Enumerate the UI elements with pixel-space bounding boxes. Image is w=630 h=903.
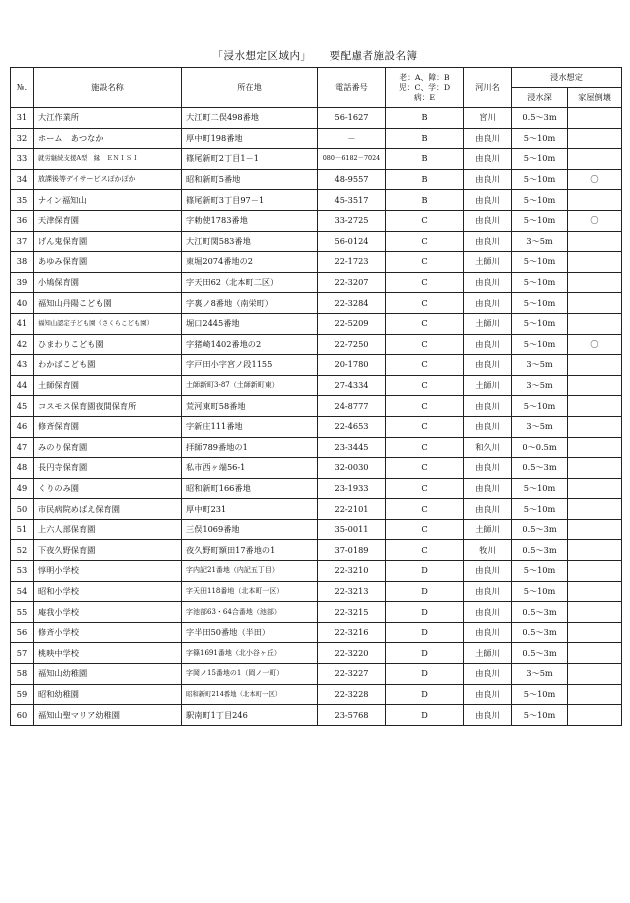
- table-row: [11, 622, 622, 643]
- cell-address: 字戸田小字宮ノ段1155: [182, 355, 318, 376]
- cell-name: 放課後等デイサービスぽかぽか: [34, 169, 182, 190]
- cell-no: 39: [11, 272, 34, 293]
- cell-river: 由良川: [464, 149, 512, 170]
- cell-name: ナイン福知山: [34, 190, 182, 211]
- cell-name: 惇明小学校: [34, 561, 182, 582]
- cell-river: 由良川: [464, 581, 512, 602]
- cell-no: 47: [11, 437, 34, 458]
- table-row: [11, 293, 622, 314]
- cell-name: 昭和小学校: [34, 581, 182, 602]
- cell-no: 58: [11, 664, 34, 685]
- table-row: [11, 128, 622, 149]
- cell-phone: 23-3445: [318, 437, 386, 458]
- table-row: [11, 705, 622, 726]
- cell-depth: 3～5m: [512, 664, 568, 685]
- cell-depth: 0.5～3m: [512, 108, 568, 129]
- cell-collapse: [568, 581, 622, 602]
- cell-code: C: [386, 293, 464, 314]
- cell-river: 由良川: [464, 499, 512, 520]
- document-title: [0, 48, 630, 63]
- cell-depth: 0.5～3m: [512, 519, 568, 540]
- cell-collapse: [568, 128, 622, 149]
- cell-river: 土師川: [464, 643, 512, 664]
- cell-code: B: [386, 149, 464, 170]
- cell-phone: 35-0011: [318, 519, 386, 540]
- cell-collapse: [568, 705, 622, 726]
- cell-depth: 5～10m: [512, 293, 568, 314]
- cell-code: C: [386, 396, 464, 417]
- cell-collapse: 〇: [568, 169, 622, 190]
- table-row: [11, 519, 622, 540]
- cell-code: C: [386, 355, 464, 376]
- cell-code: C: [386, 478, 464, 499]
- header-phone: 電話番号: [318, 68, 386, 108]
- cell-name: 市民病院めばえ保育園: [34, 499, 182, 520]
- cell-depth: 5～10m: [512, 478, 568, 499]
- cell-name: 修斉小学校: [34, 622, 182, 643]
- cell-code: B: [386, 190, 464, 211]
- cell-collapse: [568, 293, 622, 314]
- cell-no: 49: [11, 478, 34, 499]
- cell-name: 庵我小学校: [34, 602, 182, 623]
- cell-address: 拝師789番地の1: [182, 437, 318, 458]
- table-row: [11, 375, 622, 396]
- cell-phone: 24-8777: [318, 396, 386, 417]
- cell-depth: 5～10m: [512, 190, 568, 211]
- cell-code: C: [386, 231, 464, 252]
- cell-address: 字新庄111番地: [182, 416, 318, 437]
- cell-name: 天津保育園: [34, 210, 182, 231]
- cell-no: 32: [11, 128, 34, 149]
- cell-depth: 3～5m: [512, 375, 568, 396]
- cell-river: 宮川: [464, 108, 512, 129]
- cell-code: C: [386, 416, 464, 437]
- cell-depth: 0.5～3m: [512, 540, 568, 561]
- header-code-line3: 病：E: [413, 92, 436, 102]
- table-header: [11, 68, 622, 108]
- cell-depth: 5～10m: [512, 252, 568, 273]
- table-row: [11, 210, 622, 231]
- cell-no: 55: [11, 602, 34, 623]
- cell-depth: 5～10m: [512, 128, 568, 149]
- cell-no: 37: [11, 231, 34, 252]
- cell-code: D: [386, 602, 464, 623]
- cell-phone: 56-0124: [318, 231, 386, 252]
- cell-code: D: [386, 561, 464, 582]
- cell-no: 40: [11, 293, 34, 314]
- cell-collapse: [568, 643, 622, 664]
- cell-collapse: [568, 458, 622, 479]
- cell-phone: 22-3227: [318, 664, 386, 685]
- cell-collapse: [568, 272, 622, 293]
- cell-code: C: [386, 252, 464, 273]
- cell-phone: 22-3207: [318, 272, 386, 293]
- cell-river: 由良川: [464, 458, 512, 479]
- cell-no: 38: [11, 252, 34, 273]
- cell-name: 大江作業所: [34, 108, 182, 129]
- cell-no: 51: [11, 519, 34, 540]
- cell-depth: 3～5m: [512, 355, 568, 376]
- cell-river: 由良川: [464, 602, 512, 623]
- cell-river: 土師川: [464, 519, 512, 540]
- table-row: [11, 108, 622, 129]
- cell-collapse: [568, 108, 622, 129]
- table-row: [11, 499, 622, 520]
- cell-river: 土師川: [464, 313, 512, 334]
- cell-collapse: [568, 149, 622, 170]
- cell-code: C: [386, 458, 464, 479]
- cell-river: 由良川: [464, 293, 512, 314]
- title-sub: 要配慮者施設名簿: [329, 50, 418, 62]
- table-row: [11, 313, 622, 334]
- cell-collapse: [568, 190, 622, 211]
- cell-name: 福知山幼稚園: [34, 664, 182, 685]
- cell-address: 字天田118番地（北本町一区）: [182, 581, 318, 602]
- cell-name: 福知山認定子ども園（さくらこども園）: [34, 313, 182, 334]
- cell-name: 就労継続支援A型 縁 ＥＮＩＳＩ: [34, 149, 182, 170]
- cell-river: 由良川: [464, 190, 512, 211]
- cell-depth: 0.5～3m: [512, 622, 568, 643]
- cell-phone: 32-0030: [318, 458, 386, 479]
- cell-name: 長円寺保育園: [34, 458, 182, 479]
- cell-collapse: [568, 602, 622, 623]
- cell-river: 由良川: [464, 705, 512, 726]
- cell-depth: 0.5～3m: [512, 643, 568, 664]
- cell-depth: 5～10m: [512, 334, 568, 355]
- facility-table: [10, 67, 622, 726]
- cell-code: B: [386, 169, 464, 190]
- header-address: 所在地: [182, 68, 318, 108]
- cell-river: 由良川: [464, 210, 512, 231]
- cell-no: 53: [11, 561, 34, 582]
- cell-name: ホーム あつなか: [34, 128, 182, 149]
- cell-collapse: [568, 561, 622, 582]
- cell-address: 字池部63・64合番地（池部）: [182, 602, 318, 623]
- table-row: [11, 684, 622, 705]
- cell-river: 由良川: [464, 684, 512, 705]
- cell-address: 字内記21番地（内記五丁目）: [182, 561, 318, 582]
- cell-code: D: [386, 684, 464, 705]
- cell-no: 41: [11, 313, 34, 334]
- cell-depth: 0.5～3m: [512, 458, 568, 479]
- cell-collapse: [568, 622, 622, 643]
- cell-collapse: [568, 478, 622, 499]
- cell-phone: 37-0189: [318, 540, 386, 561]
- cell-code: C: [386, 540, 464, 561]
- cell-address: 字半田50番地（半田）: [182, 622, 318, 643]
- cell-address: 字猪崎1402番地の2: [182, 334, 318, 355]
- cell-address: 私市西ヶ端56-1: [182, 458, 318, 479]
- cell-no: 56: [11, 622, 34, 643]
- cell-no: 57: [11, 643, 34, 664]
- cell-collapse: [568, 664, 622, 685]
- cell-phone: 22-3228: [318, 684, 386, 705]
- cell-depth: 0.5～3m: [512, 602, 568, 623]
- cell-collapse: 〇: [568, 334, 622, 355]
- cell-name: 上六人部保育園: [34, 519, 182, 540]
- cell-code: C: [386, 334, 464, 355]
- cell-river: 由良川: [464, 622, 512, 643]
- cell-no: 52: [11, 540, 34, 561]
- cell-phone: 27-4334: [318, 375, 386, 396]
- cell-code: C: [386, 519, 464, 540]
- cell-river: 由良川: [464, 355, 512, 376]
- table-row: [11, 437, 622, 458]
- cell-river: 由良川: [464, 396, 512, 417]
- table-row: [11, 478, 622, 499]
- cell-river: 土師川: [464, 252, 512, 273]
- cell-depth: 5～10m: [512, 272, 568, 293]
- cell-collapse: [568, 519, 622, 540]
- cell-code: C: [386, 313, 464, 334]
- cell-address: 字岡ノ15番地の1（岡ノ一町）: [182, 664, 318, 685]
- cell-code: C: [386, 210, 464, 231]
- cell-no: 46: [11, 416, 34, 437]
- cell-phone: 22-3216: [318, 622, 386, 643]
- cell-address: 字勅使1783番地: [182, 210, 318, 231]
- cell-river: 由良川: [464, 478, 512, 499]
- cell-collapse: [568, 313, 622, 334]
- cell-river: 和久川: [464, 437, 512, 458]
- cell-depth: 0～0.5m: [512, 437, 568, 458]
- cell-name: わかばこども園: [34, 355, 182, 376]
- cell-phone: 56-1627: [318, 108, 386, 129]
- table-row: [11, 355, 622, 376]
- cell-collapse: [568, 540, 622, 561]
- table-row: [11, 252, 622, 273]
- cell-phone: 22-3213: [318, 581, 386, 602]
- cell-name: 下夜久野保育園: [34, 540, 182, 561]
- cell-phone: 22-1723: [318, 252, 386, 273]
- table-row: [11, 458, 622, 479]
- cell-address: 昭和新町166番地: [182, 478, 318, 499]
- cell-name: 土師保育園: [34, 375, 182, 396]
- title-main: 「浸水想定区域内」: [212, 50, 312, 62]
- cell-no: 35: [11, 190, 34, 211]
- cell-river: 牧川: [464, 540, 512, 561]
- cell-collapse: [568, 416, 622, 437]
- table-row: [11, 664, 622, 685]
- cell-depth: 5～10m: [512, 561, 568, 582]
- cell-no: 50: [11, 499, 34, 520]
- cell-address: 字篠1691番地（北小谷ヶ丘）: [182, 643, 318, 664]
- cell-phone: 22-5209: [318, 313, 386, 334]
- cell-phone: －: [318, 128, 386, 149]
- cell-phone: 20-1780: [318, 355, 386, 376]
- cell-phone: 22-7250: [318, 334, 386, 355]
- cell-no: 42: [11, 334, 34, 355]
- table-row: [11, 416, 622, 437]
- cell-phone: 22-3210: [318, 561, 386, 582]
- cell-depth: 5～10m: [512, 581, 568, 602]
- header-river: 河川名: [464, 68, 512, 108]
- cell-name: ひまわりこども園: [34, 334, 182, 355]
- cell-no: 36: [11, 210, 34, 231]
- cell-code: D: [386, 643, 464, 664]
- cell-phone: 33-2725: [318, 210, 386, 231]
- cell-code: D: [386, 622, 464, 643]
- table-row: [11, 231, 622, 252]
- cell-address: 土師新町3-87（土師新町東）: [182, 375, 318, 396]
- cell-collapse: [568, 396, 622, 417]
- cell-no: 45: [11, 396, 34, 417]
- cell-address: 字天田62（北本町二区）: [182, 272, 318, 293]
- cell-address: 篠尾新町2丁目1－1: [182, 149, 318, 170]
- header-no: №.: [11, 68, 34, 108]
- cell-no: 31: [11, 108, 34, 129]
- cell-address: 厚中町231: [182, 499, 318, 520]
- cell-no: 44: [11, 375, 34, 396]
- cell-address: 荒河東町58番地: [182, 396, 318, 417]
- cell-no: 54: [11, 581, 34, 602]
- table-row: [11, 149, 622, 170]
- cell-address: 篠尾新町3丁目97－1: [182, 190, 318, 211]
- cell-depth: 5～10m: [512, 149, 568, 170]
- header-name: 施設名称: [34, 68, 182, 108]
- cell-name: みのり保育園: [34, 437, 182, 458]
- cell-no: 48: [11, 458, 34, 479]
- cell-river: 土師川: [464, 375, 512, 396]
- cell-address: 夜久野町額田17番地の1: [182, 540, 318, 561]
- cell-collapse: [568, 252, 622, 273]
- cell-address: 字裏ノ8番地（南栄町）: [182, 293, 318, 314]
- cell-phone: 22-3215: [318, 602, 386, 623]
- cell-address: 駅南町1丁目246: [182, 705, 318, 726]
- cell-river: 由良川: [464, 169, 512, 190]
- cell-name: 福知山丹陽こども園: [34, 293, 182, 314]
- cell-code: C: [386, 272, 464, 293]
- cell-depth: 5～10m: [512, 499, 568, 520]
- cell-no: 59: [11, 684, 34, 705]
- table-body: [11, 108, 622, 726]
- cell-name: 修斉保育園: [34, 416, 182, 437]
- cell-code: D: [386, 664, 464, 685]
- cell-collapse: [568, 684, 622, 705]
- table-row: [11, 272, 622, 293]
- cell-collapse: [568, 355, 622, 376]
- header-code: [386, 68, 464, 108]
- cell-code: D: [386, 581, 464, 602]
- cell-phone: 22-4653: [318, 416, 386, 437]
- cell-depth: 5～10m: [512, 684, 568, 705]
- cell-river: 由良川: [464, 416, 512, 437]
- cell-code: C: [386, 499, 464, 520]
- header-depth: 浸水深: [512, 88, 568, 108]
- cell-river: 由良川: [464, 128, 512, 149]
- cell-name: くりのみ園: [34, 478, 182, 499]
- header-code-line1: 老：A、障：B: [399, 72, 450, 82]
- header-code-line2: 児：C、学：D: [398, 82, 451, 92]
- table-row: [11, 561, 622, 582]
- table-row: [11, 540, 622, 561]
- cell-code: C: [386, 437, 464, 458]
- cell-collapse: [568, 499, 622, 520]
- cell-name: 小鳩保育園: [34, 272, 182, 293]
- cell-depth: 5～10m: [512, 169, 568, 190]
- cell-name: 桃映中学校: [34, 643, 182, 664]
- cell-code: B: [386, 128, 464, 149]
- cell-phone: 45-3517: [318, 190, 386, 211]
- cell-code: C: [386, 375, 464, 396]
- cell-code: D: [386, 705, 464, 726]
- cell-address: 厚中町198番地: [182, 128, 318, 149]
- cell-collapse: [568, 375, 622, 396]
- cell-phone: 23-5768: [318, 705, 386, 726]
- cell-river: 由良川: [464, 561, 512, 582]
- cell-phone: 22-2101: [318, 499, 386, 520]
- cell-no: 34: [11, 169, 34, 190]
- table-row: [11, 643, 622, 664]
- cell-depth: 3～5m: [512, 231, 568, 252]
- header-flood: 浸水想定: [512, 68, 622, 88]
- cell-address: 東堀2074番地の2: [182, 252, 318, 273]
- cell-phone: 22-3220: [318, 643, 386, 664]
- cell-river: 由良川: [464, 664, 512, 685]
- cell-no: 43: [11, 355, 34, 376]
- cell-phone: 48-9557: [318, 169, 386, 190]
- table-row: [11, 581, 622, 602]
- cell-name: コスモス保育園夜間保育所: [34, 396, 182, 417]
- table-row: [11, 334, 622, 355]
- cell-code: B: [386, 108, 464, 129]
- cell-collapse: 〇: [568, 210, 622, 231]
- cell-phone: 22-3284: [318, 293, 386, 314]
- cell-name: あゆみ保育園: [34, 252, 182, 273]
- cell-collapse: [568, 437, 622, 458]
- cell-address: 大江町関583番地: [182, 231, 318, 252]
- table-row: [11, 169, 622, 190]
- cell-phone: 23-1933: [318, 478, 386, 499]
- cell-collapse: [568, 231, 622, 252]
- cell-river: 由良川: [464, 272, 512, 293]
- cell-address: 三俣1069番地: [182, 519, 318, 540]
- table-row: [11, 396, 622, 417]
- cell-depth: 5～10m: [512, 396, 568, 417]
- cell-phone: 080－6182－7024: [318, 149, 386, 170]
- cell-name: 福知山聖マリア幼稚園: [34, 705, 182, 726]
- table-row: [11, 602, 622, 623]
- cell-address: 大江町二俣498番地: [182, 108, 318, 129]
- cell-address: 昭和新町5番地: [182, 169, 318, 190]
- cell-river: 由良川: [464, 231, 512, 252]
- cell-address: 堀口2445番地: [182, 313, 318, 334]
- cell-depth: 5～10m: [512, 210, 568, 231]
- header-collapse: 家屋倒壊: [568, 88, 622, 108]
- cell-no: 60: [11, 705, 34, 726]
- cell-name: 昭和幼稚園: [34, 684, 182, 705]
- cell-depth: 5～10m: [512, 313, 568, 334]
- cell-name: げん鬼保育園: [34, 231, 182, 252]
- cell-depth: 3～5m: [512, 416, 568, 437]
- cell-river: 由良川: [464, 334, 512, 355]
- cell-no: 33: [11, 149, 34, 170]
- cell-address: 昭和新町214番地（北本町一区）: [182, 684, 318, 705]
- table-row: [11, 190, 622, 211]
- cell-depth: 5～10m: [512, 705, 568, 726]
